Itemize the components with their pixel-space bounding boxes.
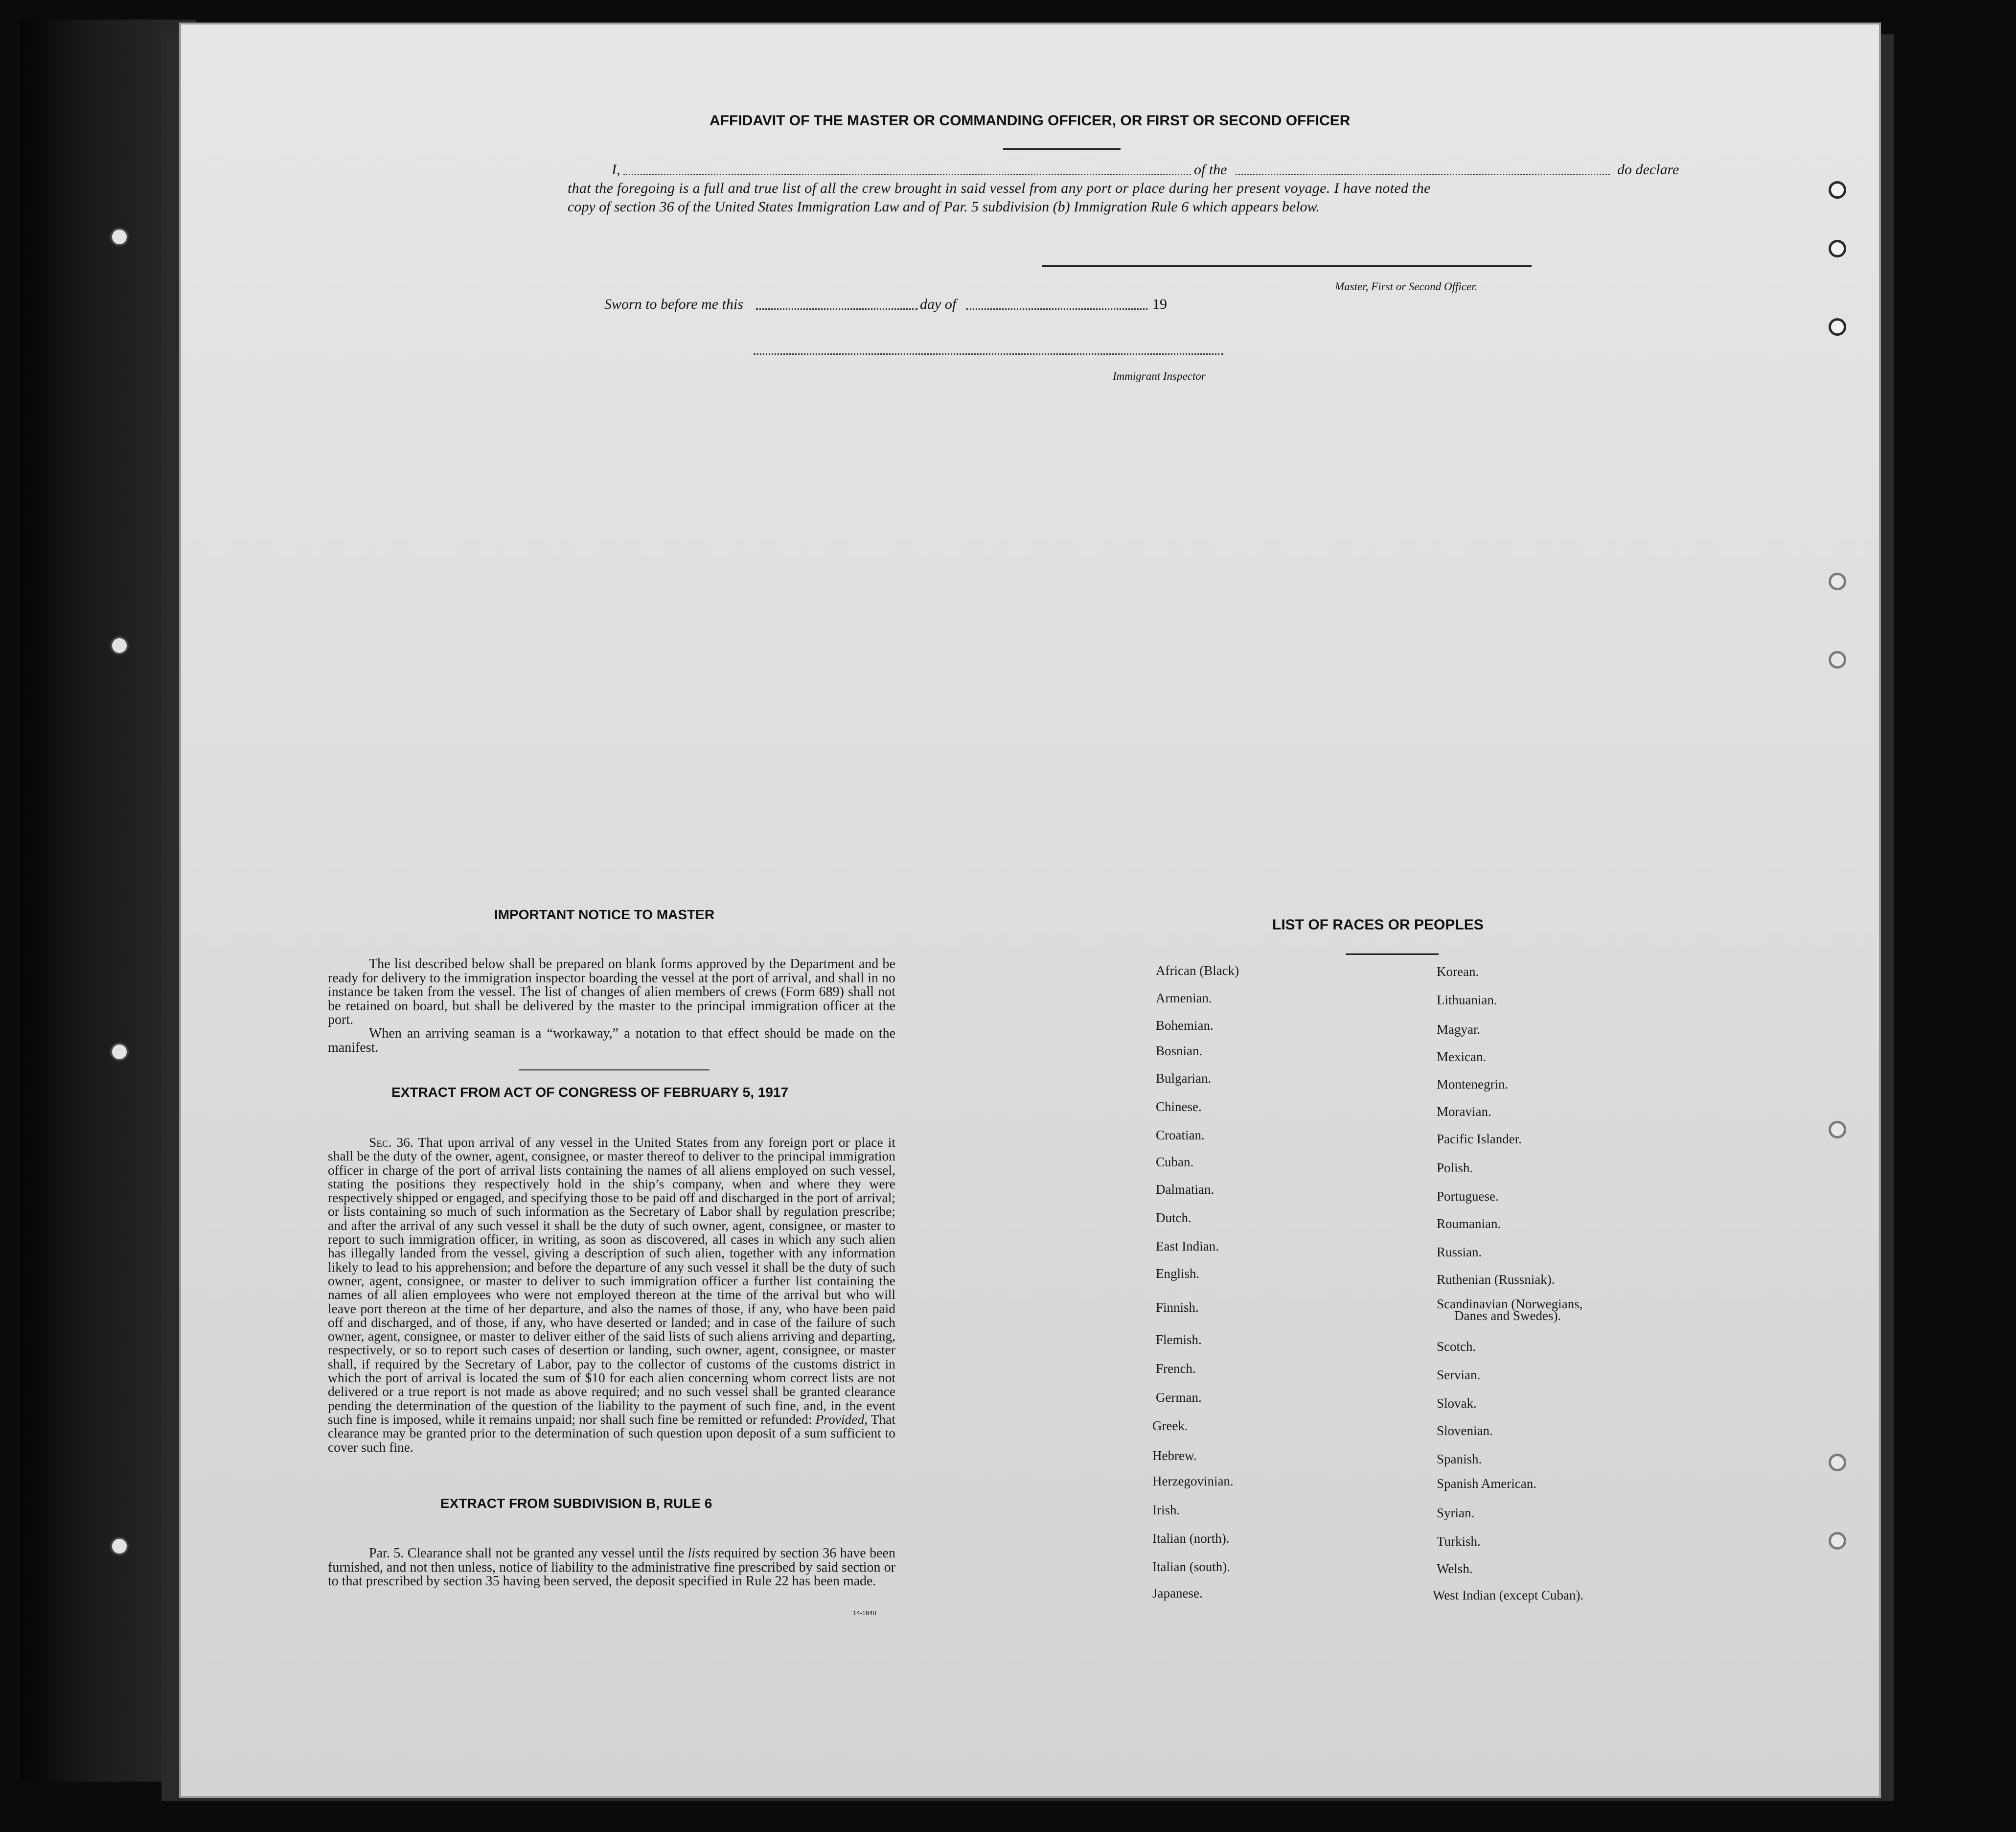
race-item: Danes and Swedes). (1454, 1308, 1561, 1323)
inspector-signature-line[interactable] (754, 353, 1223, 355)
race-item: Scandinavian (Norwegians, (1437, 1297, 1583, 1311)
race-item: Spanish American. (1437, 1476, 1536, 1491)
race-item: Scotch. (1437, 1339, 1476, 1354)
race-item: Moravian. (1437, 1104, 1491, 1119)
race-item: Bulgarian. (1156, 1071, 1212, 1086)
race-item: Polish. (1437, 1160, 1473, 1175)
affidavit-i-label: I, (612, 162, 620, 178)
section-label: Sec. 36. (369, 1135, 413, 1150)
race-item: Japanese. (1152, 1586, 1203, 1600)
race-item: Finnish. (1156, 1300, 1199, 1315)
notice-title: IMPORTANT NOTICE TO MASTER (494, 907, 715, 922)
race-item: Dutch. (1156, 1210, 1191, 1225)
punch-hole (1829, 1121, 1846, 1138)
race-item: Bosnian. (1156, 1044, 1203, 1058)
race-item: Welsh. (1437, 1561, 1473, 1576)
section-36-text-end: That clearance may be granted prior to the determination of such question upon deposit of a sum sufficient to cover such fine. (328, 1411, 895, 1455)
binder-hole (110, 1043, 129, 1061)
affidavit-statement: that the foregoing is a full and true list of all the crew brought in said vessel from any port or place during her present voyage. I have noted the (568, 180, 1431, 196)
race-item: West Indian (except Cuban). (1433, 1588, 1584, 1602)
race-item: Roumanian. (1437, 1216, 1501, 1231)
sworn-day-label: day of (920, 296, 957, 312)
affidavit-declare-label: do declare (1617, 162, 1679, 178)
race-item: Hebrew. (1152, 1448, 1197, 1463)
race-item: Herzegovinian. (1152, 1474, 1234, 1488)
punch-hole (1829, 1532, 1846, 1550)
lists-word: lists (687, 1546, 710, 1561)
punch-hole (1829, 318, 1846, 336)
sworn-label: Sworn to before me this (604, 296, 743, 312)
race-item: Flemish. (1156, 1332, 1202, 1347)
sworn-year-label: 19 (1152, 296, 1167, 312)
punch-hole (1829, 1454, 1846, 1471)
race-item: Korean. (1437, 964, 1479, 979)
punch-hole (1829, 181, 1846, 199)
race-item: Syrian. (1437, 1506, 1475, 1520)
race-item: Italian (north). (1152, 1531, 1230, 1546)
race-item: French. (1156, 1361, 1196, 1376)
rule6-text-a: Par. 5. Clearance shall not be granted any vessel until the (369, 1546, 688, 1561)
master-name-line[interactable] (623, 174, 1191, 175)
race-item: Slovak. (1437, 1396, 1477, 1411)
notice-paragraph-2: When an arriving seaman is a “workaway,” a notation to that effect should be made on the manifest. (328, 1026, 895, 1055)
punch-hole (1829, 240, 1846, 257)
race-item: Irish. (1152, 1503, 1180, 1517)
race-item: Servian. (1437, 1368, 1481, 1382)
rule6-paragraph (328, 1547, 895, 1589)
race-item: Lithuanian. (1437, 993, 1497, 1007)
section-36-text: That upon arrival of any vessel in the United States from any foreign port or place it shall be the duty of the owner, agent, consignee, or master thereof to deliver to the principal immigration officer in charge of the port of arrival lists containing the names of all aliens employed on such vessel, stating the positions they respectively hold in the ship’s company, when and where they were respectively shipped or engaged, and specifying those to be paid off and discharged in the port of arrival; or lists containing so much of such information as the Secretary of Labor shall by regulation prescribe; and after the arrival of any such vessel it shall be the duty of such owner, agent, consignee, or master to report to such immigration officer, in writing, as soon as discovered, all cases in which any such alien has illegally landed from the vessel, giving a description of such alien, together with any information likely to lead to his apprehension; and before the departure of any such vessel it shall be the duty of such owner, agent, consignee, or master to deliver to such immigration officer a further list containing the names of all alien employees who were not employed thereon at the time of the arrival but who will leave port thereon at the time of her departure, and also the names of those, if any, who have been paid off and discharged, and of those, if any, who have deserted or landed; and in case of the failure of such owner, agent, consignee, or master to deliver either of the said lists of such aliens arriving and departing, respectively, or so to report such cases of desertion or landing, such owner, agent, consignee, or master shall, if required by the Secretary of Labor, pay to the collector of customs of the customs district in which the port of arrival is located the sum of $10 for each alien concerning whom correct lists are not delivered or a true report is not made as above required; and no such vessel shall be granted clearance pending the determination of the question of the liability to the payment of such fine, and, in the event such fine is imposed, while it remains unpaid; nor shall such fine be remitted or refunded: (328, 1135, 896, 1427)
race-item: Magyar. (1437, 1022, 1481, 1037)
race-item: Slovenian. (1437, 1423, 1493, 1438)
affidavit-statement-cont: copy of section 36 of the United States Immigration Law and of Par. 5 subdivision (b) Immigration Rule 6 which appears below. (568, 199, 1320, 215)
race-item: Croatian. (1156, 1128, 1205, 1142)
race-item: Spanish. (1437, 1452, 1482, 1466)
notice-paragraph-1: The list described below shall be prepared on blank forms approved by the Department and be ready for delivery to the immigration inspector boarding the vessel at the port of arrival, and shall in no instance be taken from the vessel. The list of changes of alien members of crews (Form 689) shall not be retained on board, but shall be delivered by the master to the principal immigration officer at the port. (328, 956, 895, 1027)
rule6-text-b: required by section 36 have been furnished, and not then unless, notice of liability to the administrative fine prescribed by said section or to that prescribed by section 35 having been served, the deposit specified in Rule 22 has been made. (328, 1546, 895, 1589)
master-signature-label: Master, First or Second Officer. (1335, 280, 1478, 293)
sworn-month-line[interactable] (966, 308, 1147, 310)
race-item: African (Black) (1156, 963, 1239, 978)
affidavit-of-the-label: of the (1194, 162, 1227, 178)
vessel-name-line[interactable] (1236, 174, 1610, 175)
race-item: Cuban. (1156, 1155, 1194, 1169)
race-item: Turkish. (1437, 1534, 1481, 1549)
race-item: East Indian. (1156, 1239, 1219, 1253)
punch-hole (1829, 573, 1846, 590)
provided-word: Provided, (815, 1411, 868, 1427)
section-divider (519, 1069, 710, 1070)
race-item: Portuguese. (1437, 1189, 1499, 1204)
race-item: Montenegrin. (1437, 1077, 1509, 1091)
inspector-label: Immigrant Inspector (1113, 370, 1206, 382)
affidavit-title: AFFIDAVIT OF THE MASTER OR COMMANDING OFFICER, OR FIRST OR SECOND OFFICER (710, 113, 1351, 129)
race-item: Dalmatian. (1156, 1182, 1214, 1197)
race-item: Mexican. (1437, 1049, 1487, 1064)
race-item: Russian. (1437, 1245, 1482, 1259)
punch-hole (1829, 651, 1846, 669)
binder-hole (110, 636, 129, 655)
binder-hole (110, 228, 129, 246)
title-underline (1003, 148, 1121, 150)
master-signature-line[interactable] (1042, 265, 1532, 267)
race-item: Greek. (1152, 1418, 1188, 1433)
act-section-36 (328, 1136, 895, 1454)
races-title: LIST OF RACES OR PEOPLES (1272, 917, 1484, 933)
form-number: 14-1840 (853, 1609, 876, 1617)
binder-hole (110, 1537, 129, 1555)
manifest-page (181, 24, 1879, 1796)
race-item: Ruthenian (Russniak). (1437, 1272, 1555, 1287)
race-item: Bohemian. (1156, 1018, 1214, 1033)
sworn-date-line[interactable] (756, 308, 917, 310)
race-item: Armenian. (1156, 991, 1212, 1005)
act-title: EXTRACT FROM ACT OF CONGRESS OF FEBRUARY 5, 1917 (391, 1085, 789, 1100)
rule6-title: EXTRACT FROM SUBDIVISION B, RULE 6 (440, 1496, 712, 1511)
race-item: Chinese. (1156, 1099, 1202, 1114)
race-item: English. (1156, 1266, 1200, 1281)
races-title-underline (1346, 953, 1439, 955)
race-item: German. (1156, 1390, 1202, 1405)
race-item: Italian (south). (1152, 1559, 1230, 1574)
race-item: Pacific Islander. (1437, 1132, 1522, 1146)
